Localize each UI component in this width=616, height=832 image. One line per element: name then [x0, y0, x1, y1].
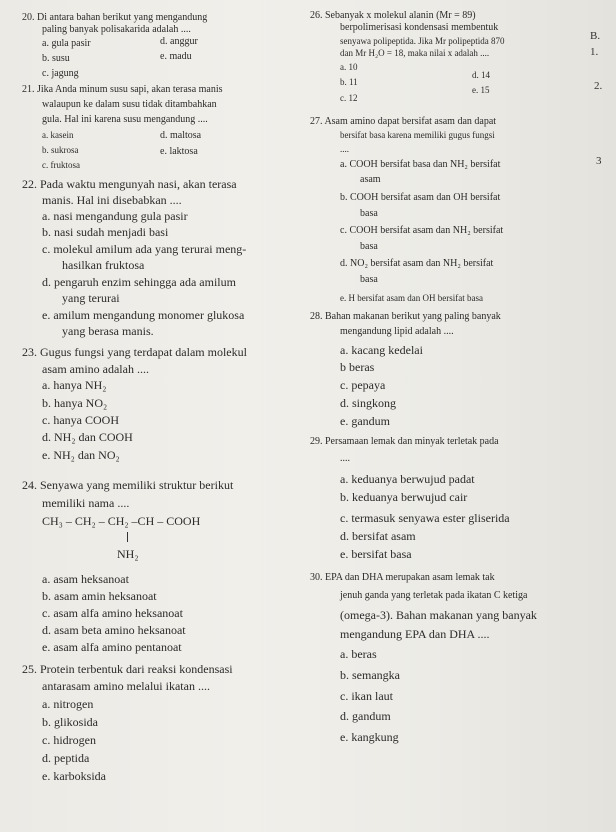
- q20-option-d[interactable]: d. anggur: [160, 36, 198, 47]
- q22-stem-line2: manis. Hal ini disebabkan ....: [42, 193, 182, 207]
- q30-stem-line3: (omega-3). Bahan makanan yang banyak: [340, 608, 537, 622]
- q30-option-b[interactable]: b. semangka: [340, 668, 400, 682]
- q24-option-b[interactable]: b. asam amin heksanoat: [42, 589, 157, 603]
- margin-note-2: 2.: [594, 80, 603, 92]
- q29-option-d[interactable]: d. bersifat asam: [340, 529, 416, 543]
- q26-stem-line1: 26. Sebanyak x molekul alanin (Mr = 89): [310, 10, 476, 21]
- q27-stem-line3: ....: [340, 144, 349, 154]
- q26-option-a[interactable]: a. 10: [340, 62, 358, 72]
- q27-stem-line2: bersifat basa karena memiliki gugus fungsi: [340, 130, 495, 140]
- q23-option-b[interactable]: b. hanya NO₂: [42, 396, 108, 410]
- q21-stem-line1: 21. Jika Anda minum susu sapi, akan terasa manis: [22, 84, 223, 95]
- margin-note-3: 3: [596, 155, 602, 167]
- q25-stem-line1: 25. Protein terbentuk dari reaksi kondensasi: [22, 662, 233, 676]
- q21-stem-line2: walaupun ke dalam susu tidak ditambahkan: [42, 99, 217, 110]
- margin-note-b: B.: [590, 30, 601, 42]
- q20-option-e[interactable]: e. madu: [160, 51, 192, 62]
- q26-option-c[interactable]: c. 12: [340, 93, 358, 103]
- q22-option-a[interactable]: a. nasi mengandung gula pasir: [42, 209, 188, 223]
- q21-option-b[interactable]: b. sukrosa: [42, 145, 79, 155]
- q24-option-e[interactable]: e. asam alfa amino pentanoat: [42, 640, 182, 654]
- q21-option-e[interactable]: e. laktosa: [160, 146, 198, 157]
- q23-option-c[interactable]: c. hanya COOH: [42, 413, 119, 427]
- q27-option-e[interactable]: e. H bersifat asam dan OH bersifat basa: [340, 293, 483, 303]
- q30-stem-line1: 30. EPA dan DHA merupakan asam lemak tak: [310, 572, 495, 583]
- q28-option-c[interactable]: c. pepaya: [340, 378, 386, 392]
- q24-formula-bond-line: [127, 532, 128, 542]
- q29-option-a[interactable]: a. keduanya berwujud padat: [340, 472, 475, 486]
- q20-option-b[interactable]: b. susu: [42, 53, 70, 64]
- q21-option-c[interactable]: c. fruktosa: [42, 160, 80, 170]
- q27-option-a-line2: asam: [360, 174, 381, 185]
- q26-option-e[interactable]: e. 15: [472, 85, 490, 95]
- q27-option-b-line1[interactable]: b. COOH bersifat asam dan OH bersifat: [340, 192, 501, 203]
- q26-option-b[interactable]: b. 11: [340, 77, 358, 87]
- q24-stem-line1: 24. Senyawa yang memiliki struktur berikut: [22, 478, 234, 492]
- q28-option-b[interactable]: b beras: [340, 360, 375, 374]
- q29-option-b[interactable]: b. keduanya berwujud cair: [340, 490, 468, 504]
- q22-option-e-line2: yang berasa manis.: [62, 324, 154, 338]
- q30-option-e[interactable]: e. kangkung: [340, 730, 399, 744]
- q23-option-e[interactable]: e. NH₂ dan NO₂: [42, 448, 120, 462]
- q25-stem-line2: antarasam amino melalui ikatan ....: [42, 679, 210, 693]
- q24-stem-line2: memiliki nama ....: [42, 496, 130, 510]
- q28-option-a[interactable]: a. kacang kedelai: [340, 343, 423, 357]
- q24-option-a[interactable]: a. asam heksanoat: [42, 572, 129, 586]
- q25-option-c[interactable]: c. hidrogen: [42, 733, 96, 747]
- q27-option-b-line2: basa: [360, 208, 378, 219]
- q22-option-c-line1[interactable]: c. molekul amilum ada yang terurai meng-: [42, 242, 247, 256]
- q21-option-a[interactable]: a. kasein: [42, 130, 74, 140]
- q20-option-a[interactable]: a. gula pasir: [42, 38, 91, 49]
- q29-option-e[interactable]: e. bersifat basa: [340, 547, 412, 561]
- q23-option-a[interactable]: a. hanya NH₂: [42, 378, 107, 392]
- q22-option-d-line2: yang terurai: [62, 291, 120, 305]
- q24-formula-substituent: NH₂: [117, 547, 139, 561]
- q26-stem-line4: dan Mr H₂O = 18, maka nilai x adalah ....: [340, 48, 490, 58]
- q27-option-a-line1[interactable]: a. COOH bersifat basa dan NH₂ bersifat: [340, 159, 501, 170]
- q27-option-d-line2: basa: [360, 274, 378, 285]
- q22-option-d-line1[interactable]: d. pengaruh enzim sehingga ada amilum: [42, 275, 236, 289]
- q21-stem-line3: gula. Hal ini karena susu mengandung ....: [42, 114, 208, 125]
- q28-stem-line2: mengandung lipid adalah ....: [340, 326, 454, 337]
- q20-stem-line1: 20. Di antara bahan berikut yang mengandung: [22, 12, 208, 23]
- q22-option-c-line2: hasilkan fruktosa: [62, 258, 145, 272]
- q27-option-c-line2: basa: [360, 241, 378, 252]
- q25-option-e[interactable]: e. karboksida: [42, 769, 106, 783]
- q30-option-c[interactable]: c. ikan laut: [340, 689, 393, 703]
- q20-option-c[interactable]: c. jagung: [42, 68, 79, 79]
- q25-option-b[interactable]: b. glikosida: [42, 715, 98, 729]
- q25-option-d[interactable]: d. peptida: [42, 751, 90, 765]
- q27-option-d-line1[interactable]: d. NO₂ bersifat asam dan NH₂ bersifat: [340, 258, 494, 269]
- q27-option-c-line1[interactable]: c. COOH bersifat asam dan NH₂ bersifat: [340, 225, 504, 236]
- q21-option-d[interactable]: d. maltosa: [160, 130, 202, 141]
- q24-option-c[interactable]: c. asam alfa amino heksanoat: [42, 606, 183, 620]
- q23-option-d[interactable]: d. NH₂ dan COOH: [42, 430, 133, 444]
- q22-stem-line1: 22. Pada waktu mengunyah nasi, akan terasa: [22, 177, 237, 191]
- q30-stem-line4: mengandung EPA dan DHA ....: [340, 627, 490, 641]
- margin-note-1: 1.: [590, 46, 599, 58]
- q30-stem-line2: jenuh ganda yang terletak pada ikatan C ketiga: [340, 590, 528, 601]
- q24-option-d[interactable]: d. asam beta amino heksanoat: [42, 623, 186, 637]
- q22-option-b[interactable]: b. nasi sudah menjadi basi: [42, 225, 169, 239]
- q23-stem-line2: asam amino adalah ....: [42, 362, 149, 376]
- q24-structural-formula: CH₃ – CH₂ – CH₂ –CH – COOH: [42, 514, 201, 528]
- q23-stem-line1: 23. Gugus fungsi yang terdapat dalam molekul: [22, 345, 247, 359]
- q26-option-d[interactable]: d. 14: [472, 70, 490, 80]
- q27-stem-line1: 27. Asam amino dapat bersifat asam dan dapat: [310, 116, 497, 127]
- q29-stem-line2: ....: [340, 453, 350, 464]
- q22-option-e-line1[interactable]: e. amilum mengandung monomer glukosa: [42, 308, 245, 322]
- q28-option-e[interactable]: e. gandum: [340, 414, 390, 428]
- q26-stem-line3: senyawa polipeptida. Jika Mr polipeptida 870: [340, 36, 505, 46]
- q30-option-d[interactable]: d. gandum: [340, 709, 391, 723]
- q30-option-a[interactable]: a. beras: [340, 647, 377, 661]
- q20-stem-line2: paling banyak polisakarida adalah ....: [42, 24, 191, 35]
- q29-stem-line1: 29. Persamaan lemak dan minyak terletak pada: [310, 436, 499, 447]
- q26-stem-line2: berpolimerisasi kondensasi membentuk: [340, 22, 499, 33]
- q29-option-c[interactable]: c. termasuk senyawa ester gliserida: [340, 511, 510, 525]
- q25-option-a[interactable]: a. nitrogen: [42, 697, 94, 711]
- q28-stem-line1: 28. Bahan makanan berikut yang paling banyak: [310, 311, 501, 322]
- q28-option-d[interactable]: d. singkong: [340, 396, 397, 410]
